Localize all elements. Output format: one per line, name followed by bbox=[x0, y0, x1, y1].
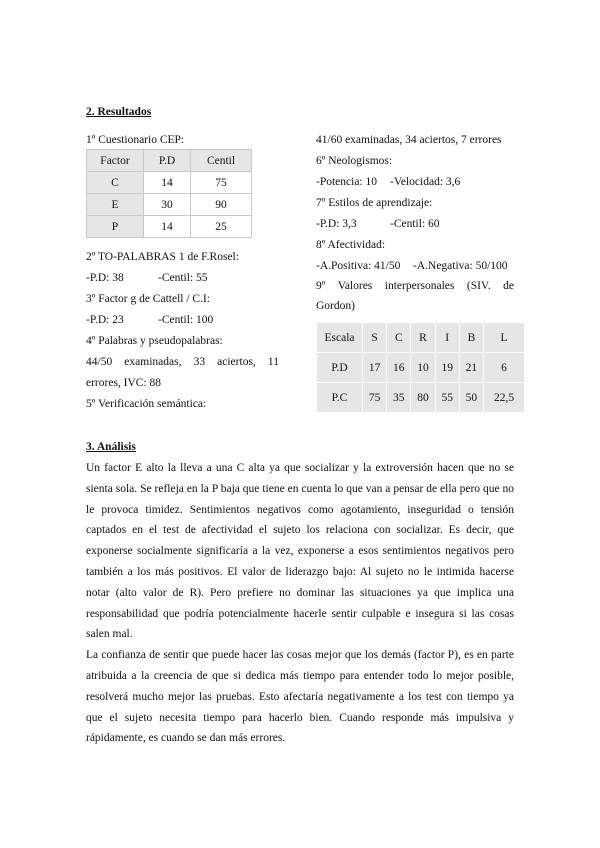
cep-cell: 14 bbox=[144, 172, 191, 194]
estilos-label: 7º Estilos de aprendizaje: bbox=[316, 197, 433, 209]
valores-label-line1 bbox=[316, 279, 514, 293]
valores-label-word: (SIV. bbox=[466, 280, 491, 292]
cep-header-cell: P.D bbox=[144, 150, 191, 172]
neologismos-label: 6º Neologismos: bbox=[316, 155, 393, 167]
valores-cell: P.D bbox=[317, 353, 363, 383]
palabras-word: 33 bbox=[193, 356, 206, 368]
topalabras-centil: -Centil: 55 bbox=[158, 272, 208, 284]
valores-cell: 55 bbox=[435, 383, 459, 413]
valores-cell: P.C bbox=[317, 383, 363, 413]
palabras-word: examinadas, bbox=[124, 356, 182, 368]
cep-label: 1º Cuestionario CEP: bbox=[86, 134, 185, 146]
topalabras-pd: -P.D: 38 bbox=[86, 272, 124, 284]
analisis-body bbox=[86, 458, 514, 749]
cep-cell: 25 bbox=[191, 216, 252, 238]
section-heading-analisis: 3. Análisis bbox=[86, 441, 136, 453]
cep-header-cell: Factor bbox=[87, 150, 144, 172]
palabras-word: 44/50 bbox=[86, 356, 113, 368]
table-row bbox=[317, 383, 525, 413]
palabras-label: 4º Palabras y pseudopalabras: bbox=[86, 335, 223, 347]
palabras-word: aciertos, bbox=[217, 356, 256, 368]
valores-label-word: Valores bbox=[337, 280, 373, 292]
valores-cell: 6 bbox=[484, 353, 525, 383]
semantica-result: 41/60 examinadas, 34 aciertos, 7 errores bbox=[316, 134, 502, 146]
valores-cell: 16 bbox=[387, 353, 411, 383]
palabras-word: 11 bbox=[267, 356, 279, 368]
afectividad-label: 8º Afectividad: bbox=[316, 239, 386, 251]
cep-cell: 75 bbox=[191, 172, 252, 194]
valores-cell: 10 bbox=[411, 353, 435, 383]
valores-label-word: de bbox=[503, 280, 514, 292]
valores-cell: 21 bbox=[459, 353, 483, 383]
valores-header-cell: I bbox=[435, 323, 459, 353]
valores-cell: 75 bbox=[363, 383, 387, 413]
analisis-paragraph: Un factor E alto la lleva a una C alta ya que socializar y la extroversión hacen que no se sienta sola. Se refleja en la P baja que tiene en cuenta lo que van a pensar de ella pero que no le provoca timidez. Sentimientos negativos como agotamiento, inseguridad o tensión captados en el test de afectividad el sujeto los relaciona con socializar. Es decir, que exponerse socialmente significaría a la vez, exponerse a esos sentimientos negativos pero también a los más positivos. El valor de liderazgo bajo: Al sujeto no le intimida hacerse notar (alto valor de R). Pero prefiere no dominar las situaciones ya que implica una responsabilidad que podría potencialmente hacerle sentir culpable e insegura si las cosas salen mal. bbox=[86, 462, 514, 641]
valores-cell: 22,5 bbox=[484, 383, 525, 413]
estilos-pd: -P.D: 3,3 bbox=[316, 218, 357, 230]
cep-cell: 30 bbox=[144, 194, 191, 216]
valores-header-cell: C bbox=[387, 323, 411, 353]
section-heading-resultados: 2. Resultados bbox=[86, 106, 152, 118]
neologismos-potencia: -Potencia: 10 bbox=[316, 176, 377, 188]
valores-header-cell: Escala bbox=[317, 323, 363, 353]
valores-cell: 80 bbox=[411, 383, 435, 413]
cep-cell: E bbox=[87, 194, 144, 216]
topalabras-label: 2º TO-PALABRAS 1 de F.Rosel: bbox=[86, 251, 239, 263]
valores-label-word: 9º bbox=[316, 280, 326, 292]
semantica-label: 5º Verificación semántica: bbox=[86, 398, 207, 410]
table-row bbox=[317, 353, 525, 383]
valores-cell: 17 bbox=[363, 353, 387, 383]
cep-cell: 14 bbox=[144, 216, 191, 238]
cep-header-cell: Centil bbox=[191, 150, 252, 172]
cattell-label: 3º Factor g de Cattell / C.I: bbox=[86, 293, 210, 305]
cattell-pd: -P.D: 23 bbox=[86, 314, 124, 326]
valores-label-word: interpersonales bbox=[384, 280, 455, 292]
valores-table bbox=[316, 322, 525, 413]
table-row bbox=[87, 216, 252, 238]
valores-header-cell: S bbox=[363, 323, 387, 353]
cep-cell: P bbox=[87, 216, 144, 238]
cep-cell: 90 bbox=[191, 194, 252, 216]
neologismos-velocidad: -Velocidad: 3,6 bbox=[390, 176, 461, 188]
estilos-centil: -Centil: 60 bbox=[390, 218, 440, 230]
cattell-centil: -Centil: 100 bbox=[158, 314, 214, 326]
valores-header-cell: B bbox=[459, 323, 483, 353]
afectividad-positiva: -A.Positiva: 41/50 bbox=[316, 260, 401, 272]
cep-table bbox=[86, 149, 252, 238]
cep-cell: C bbox=[87, 172, 144, 194]
palabras-line2: errores, IVC: 88 bbox=[86, 377, 162, 389]
valores-header-cell: L bbox=[484, 323, 525, 353]
valores-cell: 35 bbox=[387, 383, 411, 413]
table-row bbox=[87, 194, 252, 216]
valores-label-line2: Gordon) bbox=[316, 300, 355, 312]
valores-cell: 19 bbox=[435, 353, 459, 383]
table-row bbox=[87, 172, 252, 194]
valores-header-cell: R bbox=[411, 323, 435, 353]
valores-cell: 50 bbox=[459, 383, 483, 413]
analisis-paragraph: La confianza de sentir que puede hacer las cosas mejor que los demás (factor P), es en parte atribuida a la creencia de que si dedica más tiempo para entender todo lo mejor posible, resolverá mucho mejor las pruebas. Esto afectaría negativamente a los test con tiempo ya que el sujeto necesita tiempo para hacerlo bien. Cuando responde más impulsiva y rápidamente, es cuando se dan más errores. bbox=[86, 649, 514, 745]
afectividad-negativa: -A.Negativa: 50/100 bbox=[413, 260, 508, 272]
palabras-line1 bbox=[86, 355, 279, 369]
